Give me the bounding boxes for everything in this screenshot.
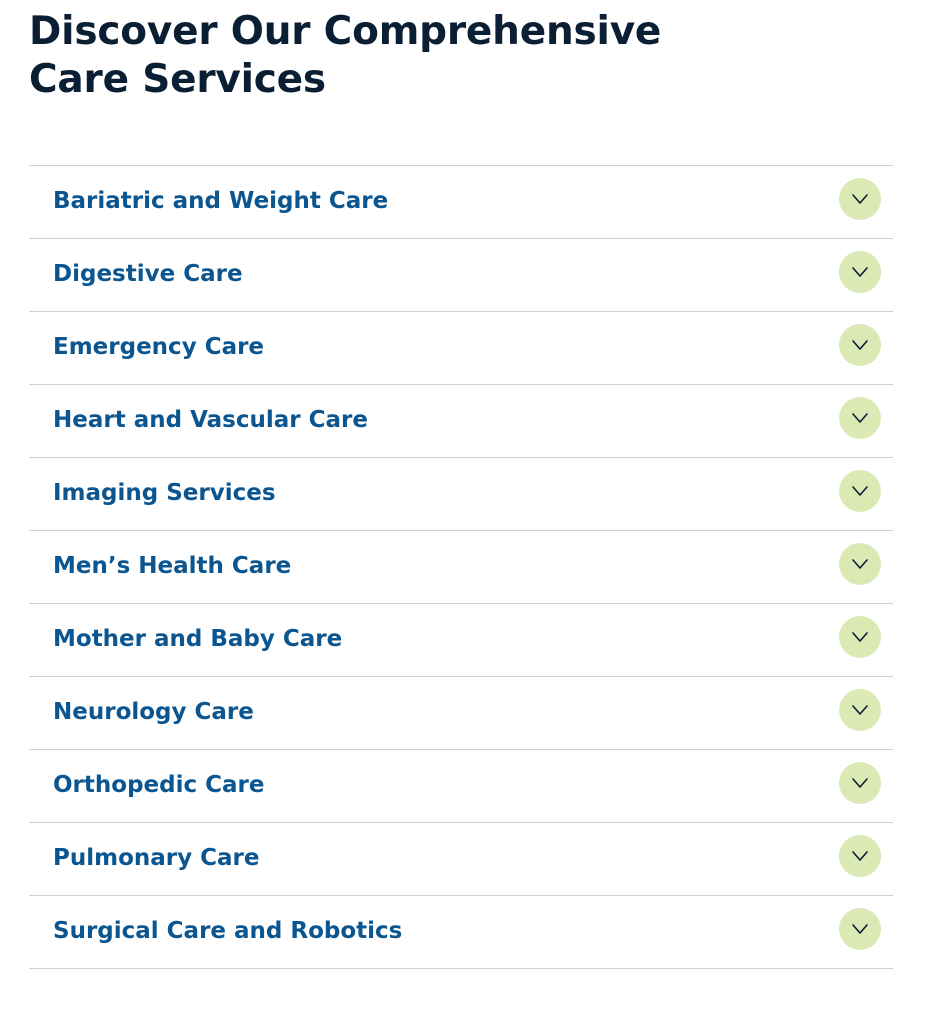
page-title [29, 8, 729, 104]
page-title-line-2: Care Services [29, 57, 326, 102]
chevron-down-icon [850, 189, 870, 209]
accordion-item-orthopedic-care[interactable] [29, 750, 893, 823]
expand-toggle-button[interactable] [839, 616, 881, 658]
accordion-item-label: Imaging Services [53, 480, 276, 506]
accordion-item-label: Emergency Care [53, 334, 265, 360]
chevron-down-icon [850, 846, 870, 866]
accordion-item-mens-health-care[interactable] [29, 531, 893, 604]
chevron-down-icon [850, 700, 870, 720]
chevron-down-icon [850, 554, 870, 574]
expand-toggle-button[interactable] [839, 689, 881, 731]
accordion-item-mother-baby-care[interactable] [29, 604, 893, 677]
chevron-down-icon [850, 773, 870, 793]
expand-toggle-button[interactable] [839, 397, 881, 439]
expand-toggle-button[interactable] [839, 835, 881, 877]
accordion-item-label: Mother and Baby Care [53, 626, 343, 652]
chevron-down-icon [850, 335, 870, 355]
accordion-item-label: Orthopedic Care [53, 772, 265, 798]
accordion-item-label: Pulmonary Care [53, 845, 260, 871]
accordion-item-digestive-care[interactable] [29, 239, 893, 312]
expand-toggle-button[interactable] [839, 251, 881, 293]
expand-toggle-button[interactable] [839, 324, 881, 366]
care-services-accordion [29, 165, 893, 969]
accordion-item-label: Bariatric and Weight Care [53, 188, 389, 214]
expand-toggle-button[interactable] [839, 470, 881, 512]
accordion-item-pulmonary-care[interactable] [29, 823, 893, 896]
expand-toggle-button[interactable] [839, 543, 881, 585]
expand-toggle-button[interactable] [839, 762, 881, 804]
accordion-item-emergency-care[interactable] [29, 312, 893, 385]
chevron-down-icon [850, 481, 870, 501]
accordion-item-surgical-care-robotics[interactable] [29, 896, 893, 969]
chevron-down-icon [850, 408, 870, 428]
accordion-item-label: Digestive Care [53, 261, 243, 287]
chevron-down-icon [850, 262, 870, 282]
expand-toggle-button[interactable] [839, 908, 881, 950]
expand-toggle-button[interactable] [839, 178, 881, 220]
accordion-item-label: Neurology Care [53, 699, 254, 725]
chevron-down-icon [850, 919, 870, 939]
accordion-item-heart-vascular-care[interactable] [29, 385, 893, 458]
accordion-item-neurology-care[interactable] [29, 677, 893, 750]
accordion-item-label: Surgical Care and Robotics [53, 918, 403, 944]
accordion-item-bariatric-weight-care[interactable] [29, 166, 893, 239]
accordion-item-label: Heart and Vascular Care [53, 407, 368, 433]
accordion-item-label: Men’s Health Care [53, 553, 292, 579]
chevron-down-icon [850, 627, 870, 647]
accordion-item-imaging-services[interactable] [29, 458, 893, 531]
page-title-line-1: Discover Our Comprehensive [29, 9, 662, 54]
